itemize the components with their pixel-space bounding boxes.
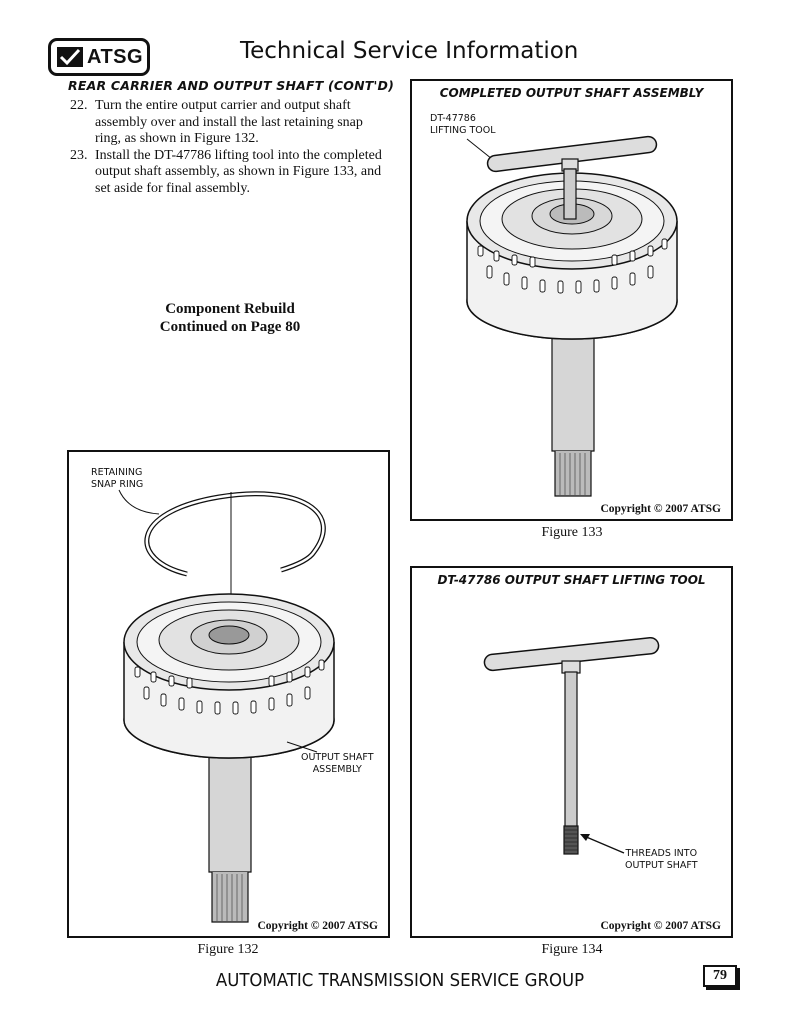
figure-132-frame: [67, 450, 390, 938]
figure-132-copyright: Copyright © 2007 ATSG: [257, 920, 378, 932]
continued-note: Component Rebuild Continued on Page 80: [159, 301, 301, 335]
figure-134-frame: [410, 566, 733, 938]
footer-title: AUTOMATIC TRANSMISSION SERVICE GROUP: [215, 970, 585, 991]
figure-134-title: DT-47786 OUTPUT SHAFT LIFTING TOOL: [437, 573, 706, 587]
instruction-list: [70, 98, 390, 197]
completed-assembly-illustration: [412, 81, 731, 519]
page-number: 79: [703, 965, 737, 987]
figure-133-copyright: Copyright © 2007 ATSG: [600, 503, 721, 515]
snap-ring-callout: RETAINING SNAP RING: [91, 467, 144, 490]
output-shaft-assembly-illustration: [69, 452, 388, 936]
figure-133-frame: [410, 79, 733, 521]
section-heading: REAR CARRIER AND OUTPUT SHAFT (CONT'D): [68, 78, 395, 93]
figure-133-caption: Figure 133: [541, 525, 603, 540]
output-shaft-callout: OUTPUT SHAFT ASSEMBLY: [301, 752, 374, 775]
figure-134-copyright: Copyright © 2007 ATSG: [600, 920, 721, 932]
lifting-tool-illustration: [412, 568, 731, 936]
checkmark-icon: [57, 47, 83, 67]
instruction-step: 22. Turn the entire output carrier and output shaft assembly over and install the last retaining snap ring, as shown in Figure 132.: [70, 98, 363, 146]
figure-133-title: COMPLETED OUTPUT SHAFT ASSEMBLY: [439, 86, 704, 100]
lifting-tool-callout: DT-47786 LIFTING TOOL: [430, 113, 496, 136]
logo-text: ATSG: [87, 45, 144, 68]
instruction-step: 23. Install the DT-47786 lifting tool into the completed output shaft assembly, as shown in Figure 133, and set aside for final assembly.: [70, 147, 382, 196]
atsg-logo: [48, 38, 150, 76]
figure-134-caption: Figure 134: [541, 942, 603, 957]
threads-callout: THREADS INTO OUTPUT SHAFT: [625, 848, 698, 871]
page-title: Technical Service Information: [240, 38, 579, 64]
figure-132-caption: Figure 132: [197, 942, 259, 957]
